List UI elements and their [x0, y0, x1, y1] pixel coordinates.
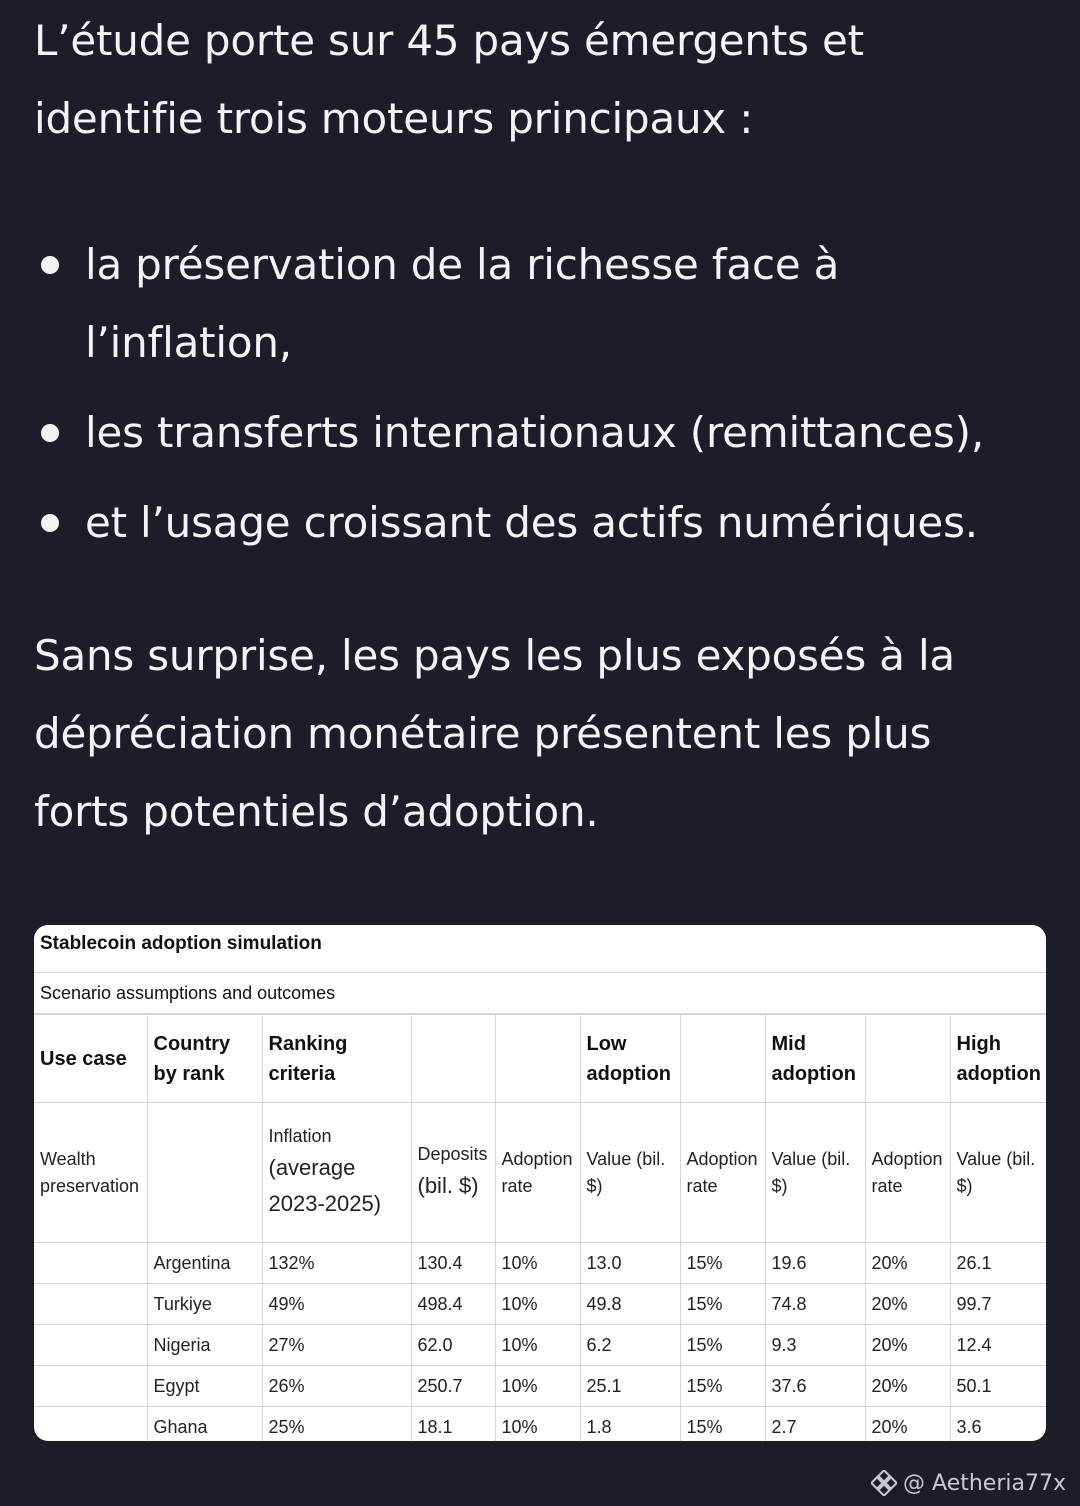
subheader-cell: Adoption rate	[680, 1103, 765, 1243]
bullet-text: la préservation de la richesse face à l’inflation,	[85, 240, 840, 367]
table-cell: 50.1	[950, 1366, 1046, 1407]
table-cell: 20%	[865, 1325, 950, 1366]
header-cell	[495, 1015, 580, 1103]
table-cell	[34, 1243, 147, 1284]
subheader-cell	[262, 1103, 411, 1243]
table-cell: 15%	[680, 1284, 765, 1325]
table-row	[34, 1325, 1046, 1366]
subheader-cell: Adoption rate	[495, 1103, 580, 1243]
table-cell: 10%	[495, 1284, 580, 1325]
intro-paragraph: L’étude porte sur 45 pays émergents et identifie trois moteurs principaux :	[34, 16, 864, 143]
subheader-cell	[147, 1103, 262, 1243]
bullet-text: les transferts internationaux (remittances),	[85, 408, 984, 457]
table-cell: Ghana	[147, 1407, 262, 1442]
table-cell	[34, 1325, 147, 1366]
table-cell: 10%	[495, 1325, 580, 1366]
watermark	[871, 1470, 1066, 1496]
subheader-cell: Value (bil. $)	[950, 1103, 1046, 1243]
table-cell: 26.1	[950, 1243, 1046, 1284]
table-cell: 13.0	[580, 1243, 680, 1284]
inflation-period-label: (average 2023-2025)	[268, 1155, 382, 1216]
table-cell: 19.6	[765, 1243, 865, 1284]
table-cell: 27%	[262, 1325, 411, 1366]
table-cell: 10%	[495, 1366, 580, 1407]
header-cell	[680, 1015, 765, 1103]
table-cell: 20%	[865, 1366, 950, 1407]
inflation-label: Inflation	[268, 1126, 332, 1146]
table-cell: 62.0	[411, 1325, 495, 1366]
header-cell: Use case	[34, 1015, 147, 1103]
table-cell	[34, 1284, 147, 1325]
table-row	[34, 1407, 1046, 1442]
diamond-logo-icon	[871, 1470, 897, 1496]
table-cell: Nigeria	[147, 1325, 262, 1366]
table-cell: 15%	[680, 1407, 765, 1442]
bullet-text: et l’usage croissant des actifs numériques.	[85, 498, 978, 547]
table-cell: 498.4	[411, 1284, 495, 1325]
adoption-table	[34, 1014, 1046, 1441]
table-cell: 15%	[680, 1325, 765, 1366]
bullet-dot-icon	[41, 256, 59, 274]
table-cell: 25%	[262, 1407, 411, 1442]
table-cell: 15%	[680, 1366, 765, 1407]
bullet-item	[34, 484, 1044, 562]
table-cell	[34, 1407, 147, 1442]
table-cell: 25.1	[580, 1366, 680, 1407]
conclusion-paragraph: Sans surprise, les pays les plus exposés à la dépréciation monétaire présentent les plus forts potentiels d’adoption.	[34, 631, 955, 836]
bullet-list	[34, 226, 1044, 574]
table-cell: 74.8	[765, 1284, 865, 1325]
subheader-cell: Value (bil. $)	[580, 1103, 680, 1243]
bullet-item	[34, 226, 1044, 382]
bullet-item	[34, 394, 1044, 472]
table-cell: 37.6	[765, 1366, 865, 1407]
table-cell: 10%	[495, 1407, 580, 1442]
table-header-row	[34, 1015, 1046, 1103]
header-cell: Low adoption	[580, 1015, 680, 1103]
table-row	[34, 1243, 1046, 1284]
table-cell: 26%	[262, 1366, 411, 1407]
table-cell: 9.3	[765, 1325, 865, 1366]
table-cell: 3.6	[950, 1407, 1046, 1442]
header-cell: Country by rank	[147, 1015, 262, 1103]
table-subheader-row	[34, 1103, 1046, 1243]
header-cell: Mid adoption	[765, 1015, 865, 1103]
subheader-cell	[411, 1103, 495, 1243]
table-cell: 2.7	[765, 1407, 865, 1442]
watermark-handle: @ Aetheria77x	[903, 1470, 1066, 1496]
subheader-cell: Value (bil. $)	[765, 1103, 865, 1243]
header-cell	[865, 1015, 950, 1103]
table-cell: 130.4	[411, 1243, 495, 1284]
table-row	[34, 1284, 1046, 1325]
table-cell: 20%	[865, 1284, 950, 1325]
table-cell: 18.1	[411, 1407, 495, 1442]
table-row	[34, 1366, 1046, 1407]
header-cell	[411, 1015, 495, 1103]
header-cell: Ranking criteria	[262, 1015, 411, 1103]
table-cell: Turkiye	[147, 1284, 262, 1325]
deposits-unit-label: (bil. $)	[417, 1173, 479, 1198]
table-cell: 49%	[262, 1284, 411, 1325]
table-cell: Egypt	[147, 1366, 262, 1407]
subheader-cell: Wealth preservation	[34, 1103, 147, 1243]
table-image[interactable]	[34, 925, 1046, 1441]
table-cell: 15%	[680, 1243, 765, 1284]
header-cell: High adoption	[950, 1015, 1046, 1103]
subheader-cell: Adoption rate	[865, 1103, 950, 1243]
table-cell: 20%	[865, 1243, 950, 1284]
bullet-dot-icon	[41, 514, 59, 532]
bullet-dot-icon	[41, 424, 59, 442]
table-caption: Scenario assumptions and outcomes	[34, 973, 1046, 1014]
table-cell: 6.2	[580, 1325, 680, 1366]
table-cell: 250.7	[411, 1366, 495, 1407]
table-cell: 49.8	[580, 1284, 680, 1325]
table-cell: 10%	[495, 1243, 580, 1284]
table-cell: 12.4	[950, 1325, 1046, 1366]
deposits-label: Deposits	[417, 1144, 488, 1164]
table-cell: 132%	[262, 1243, 411, 1284]
table-cell: 20%	[865, 1407, 950, 1442]
table-cell	[34, 1366, 147, 1407]
table-cell: 1.8	[580, 1407, 680, 1442]
table-cell: Argentina	[147, 1243, 262, 1284]
table-title: Stablecoin adoption simulation	[34, 925, 1046, 973]
table-cell: 99.7	[950, 1284, 1046, 1325]
